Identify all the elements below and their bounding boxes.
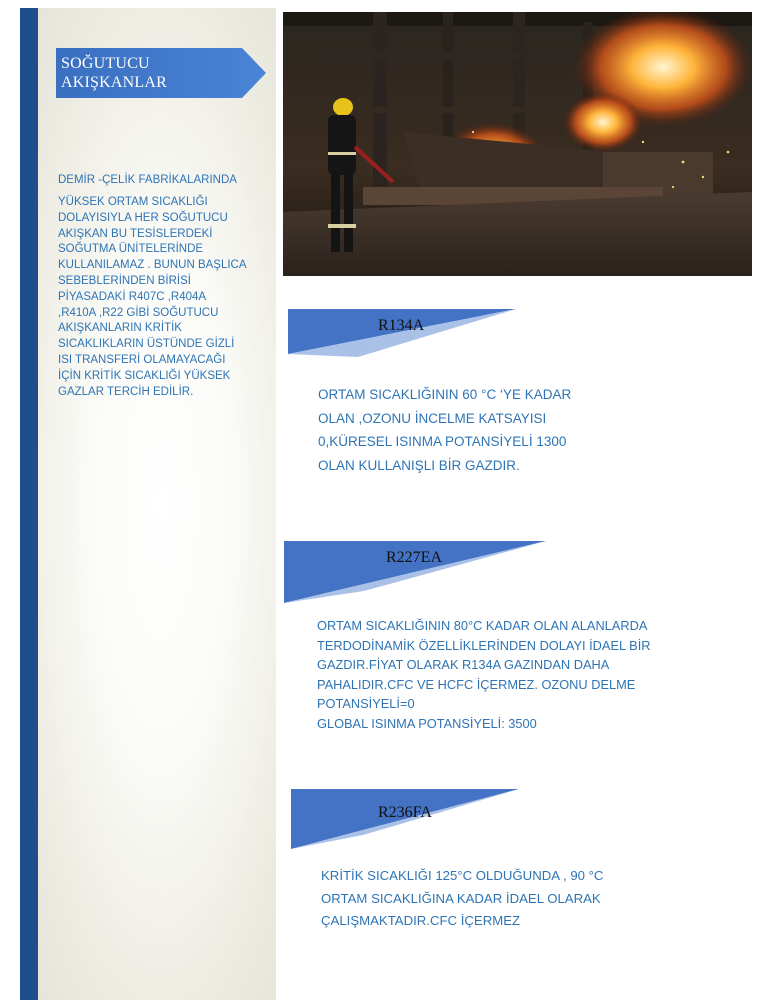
section-header-r134a bbox=[288, 309, 548, 369]
section-header-r227ea bbox=[284, 541, 544, 601]
sidebar-heading: DEMİR -ÇELİK FABRİKALARINDA bbox=[58, 174, 237, 186]
steel-plant-photo bbox=[283, 12, 752, 276]
section-title: R227EA bbox=[386, 549, 442, 566]
steel-plant-illustration bbox=[283, 12, 752, 276]
section-body: KRİTİK SICAKLIĞI 125°C OLDUĞUNDA , 90 °C ORTAM SICAKLIĞINA KADAR İDAEL OLARAK ÇALIŞMAKTADIR.CFC İÇERMEZ bbox=[321, 868, 604, 928]
sidebar-title-banner bbox=[56, 48, 266, 98]
sidebar-title-line1: SOĞUTUCU bbox=[61, 55, 150, 72]
section-title: R134A bbox=[378, 317, 425, 334]
section-body: ORTAM SICAKLIĞININ 60 °C ‘YE KADAR OLAN ,OZONU İNCELME KATSAYISI 0,KÜRESEL ISINMA POTANSİYELİ 1300 OLAN KULLANIŞLI BİR GAZDIR. bbox=[318, 387, 572, 473]
sidebar-background bbox=[20, 8, 276, 1000]
sidebar-accent-bar bbox=[20, 8, 38, 1000]
sidebar-body-text: YÜKSEK ORTAM SICAKLIĞI DOLAYISIYLA HER SOĞUTUCU AKIŞKAN BU TESİSLERDEKİ SOĞUTMA ÜNİTELERİNDE KULLANILAMAZ . BUNUN BAŞLICA SEBEBLERİNDEN BİRİSİ PİYASADAKİ R407C ,R404A ,R410A ,R22 GİBİ SOĞUTUCU AKIŞKANLARIN KRİTİK SICAKLIKLARIN ÜSTÜNDE GİZLİ ISI TRANSFERİ OLAMAYACAĞI İÇİN KRİTİK SICAKLIĞI YÜKSEK GAZLAR TERCİH EDİLİR. bbox=[58, 196, 247, 398]
section-title: R236FA bbox=[378, 804, 432, 821]
section-body: ORTAM SICAKLIĞININ 80°C KADAR OLAN ALANLARDA TERDODİNAMİK ÖZELLİKLERİNDEN DOLAYI İDAEL BİR GAZDIR.FİYAT OLARAK R134A GAZINDAN DAHA PAHALIDIR.CFC VE HCFC İÇERMEZ. OZONU DELME POTANSİYELİ=0 GLOBAL ISINMA POTANSİYELİ: 3500 bbox=[317, 618, 651, 731]
section-header-r236fa bbox=[291, 789, 551, 849]
sidebar-title-line2: AKIŞKANLAR bbox=[61, 74, 167, 91]
sidebar-title bbox=[61, 54, 167, 92]
